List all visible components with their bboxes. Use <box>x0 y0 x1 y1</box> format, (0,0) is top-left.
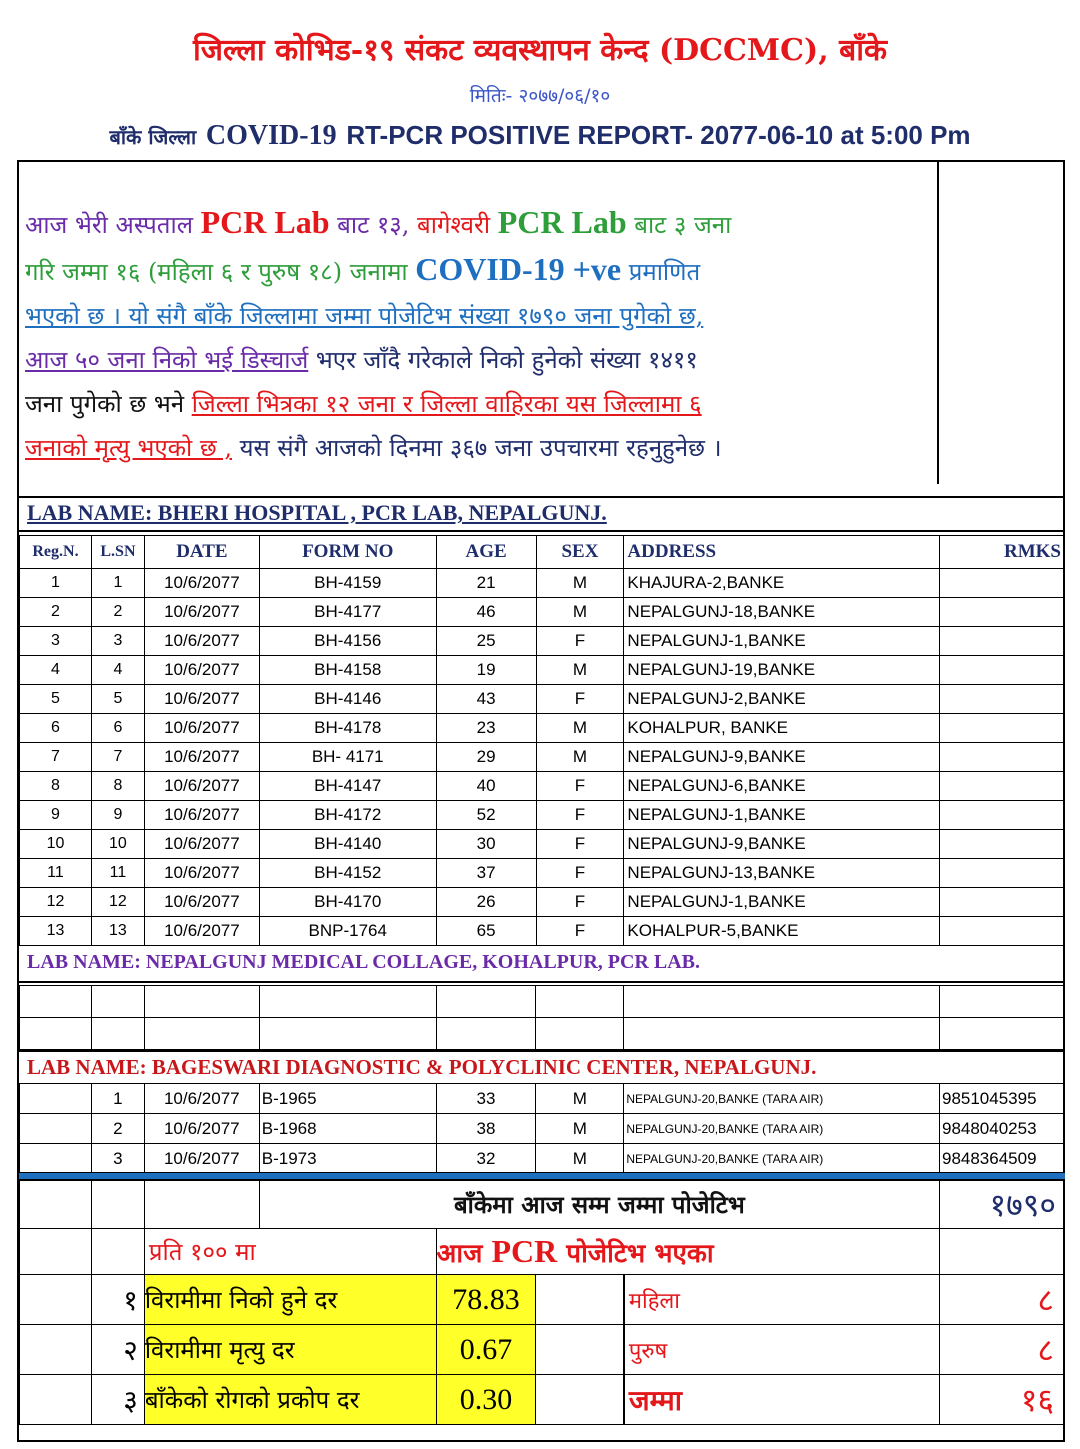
summary-part: PCR Lab <box>497 204 627 240</box>
summary-part: PCR Lab <box>200 204 330 240</box>
table-cell: 10/6/2077 <box>144 830 259 859</box>
table-cell: NEPALGUNJ-20,BANKE (TARA AIR) <box>624 1084 940 1114</box>
rate-label: विरामीमा निको हुने दर <box>144 1275 436 1325</box>
table-cell: 38 <box>436 1114 536 1144</box>
table-cell: 10/6/2077 <box>144 598 259 627</box>
table-cell: 30 <box>436 830 536 859</box>
summary-part: गरि जम्मा १६ (महिला ६ र पुरुष १८) जनामा <box>25 258 408 286</box>
rate-index: ३ <box>91 1375 144 1425</box>
table-cell: B-1965 <box>259 1084 436 1114</box>
table-cell: 7 <box>20 743 92 772</box>
table-cell: 3 <box>20 627 92 656</box>
table-cell: 10 <box>20 830 92 859</box>
today-pcr-label <box>436 1229 939 1275</box>
lab3-name: LAB NAME: BAGESWARI DIAGNOSTIC & POLYCLINIC CENTER, NEPALGUNJ. <box>27 1055 817 1079</box>
table-cell: 10/6/2077 <box>144 801 259 830</box>
table-cell: 9 <box>91 801 144 830</box>
table-cell: NEPALGUNJ-1,BANKE <box>624 627 940 656</box>
summary-part: आज ५० जना निको भई डिस्चार्ज <box>25 346 309 374</box>
summary-part: बाट ३ जना <box>634 211 732 239</box>
table-cell: 13 <box>20 917 92 946</box>
table-cell: 9851045395 <box>939 1084 1064 1114</box>
table-cell: 5 <box>91 685 144 714</box>
table-cell: NEPALGUNJ-2,BANKE <box>624 685 940 714</box>
table-cell: 10/6/2077 <box>144 1114 259 1144</box>
table-cell: 37 <box>436 859 536 888</box>
table-cell: 8 <box>91 772 144 801</box>
table-cell: 8 <box>20 772 92 801</box>
stats-total-row <box>20 1181 1065 1229</box>
summary-part: यस संगै आजको दिनमा ३६७ जना उपचारमा रहनुहुनेछ । <box>239 434 722 462</box>
column-header: AGE <box>436 536 536 569</box>
table-cell: 10/6/2077 <box>144 917 259 946</box>
table-cell: 1 <box>91 1084 144 1114</box>
table-cell: NEPALGUNJ-1,BANKE <box>624 801 940 830</box>
table-row <box>20 569 1065 598</box>
table-row <box>20 859 1065 888</box>
table-row <box>20 1144 1065 1174</box>
table-cell: 43 <box>436 685 536 714</box>
gender-value: १६ <box>940 1375 1065 1425</box>
stats-rate-row <box>20 1375 1065 1425</box>
table-cell: 11 <box>91 859 144 888</box>
table-row <box>20 598 1065 627</box>
table-cell: BH-4140 <box>259 830 436 859</box>
table-cell: 4 <box>20 656 92 685</box>
table-row <box>20 685 1065 714</box>
rate-label: बाँकेको रोगको प्रकोप दर <box>144 1375 436 1425</box>
summary-part: जनाको मृत्यु भएको छ , <box>25 434 232 462</box>
rate-index: २ <box>91 1325 144 1375</box>
table-cell: 10/6/2077 <box>144 1144 259 1174</box>
gender-value: ८ <box>940 1325 1065 1375</box>
table-cell: 10/6/2077 <box>144 859 259 888</box>
table-cell: 12 <box>91 888 144 917</box>
gender-value: ८ <box>940 1275 1065 1325</box>
summary-part: भएर जाँदै गरेकाले निको हुनेको संख्या १४११ <box>315 346 698 374</box>
column-header: RMKS <box>940 536 1065 569</box>
summary-part: प्रमाणित <box>628 258 701 286</box>
table-cell: 2 <box>91 598 144 627</box>
table-cell: F <box>536 801 624 830</box>
table-cell: F <box>536 859 624 888</box>
table-cell: 13 <box>91 917 144 946</box>
today-label-b: PCR <box>491 1233 558 1269</box>
table-cell: M <box>536 714 624 743</box>
report-date: मितिः- २०७७/०६/१० <box>469 85 611 107</box>
table-cell: 1 <box>20 569 92 598</box>
table-cell: 9 <box>20 801 92 830</box>
table-cell: M <box>536 598 624 627</box>
table-row <box>20 627 1065 656</box>
table-cell: NEPALGUNJ-1,BANKE <box>624 888 940 917</box>
table-row <box>20 917 1065 946</box>
table-cell: BH-4170 <box>259 888 436 917</box>
table-cell: 10/6/2077 <box>144 743 259 772</box>
table-cell: M <box>536 743 624 772</box>
table-cell: 6 <box>20 714 92 743</box>
table-cell: KOHALPUR, BANKE <box>624 714 940 743</box>
lab2-title-bar <box>19 943 1065 983</box>
table-cell: 10/6/2077 <box>144 888 259 917</box>
table-cell: 32 <box>436 1144 536 1174</box>
summary-part: बागेश्वरी <box>417 211 491 239</box>
report-prefix: बाँके जिल्ला <box>109 125 197 149</box>
table-cell: M <box>536 569 624 598</box>
table-cell: F <box>536 627 624 656</box>
table-cell: 10/6/2077 <box>144 714 259 743</box>
lab2-table <box>19 985 1065 1050</box>
table-cell: NEPALGUNJ-19,BANKE <box>624 656 940 685</box>
table-cell: M <box>536 1084 624 1114</box>
table-row <box>20 656 1065 685</box>
table-cell: BH-4146 <box>259 685 436 714</box>
column-header: L.SN <box>91 536 144 569</box>
table-cell: BH-4177 <box>259 598 436 627</box>
table-cell: 7 <box>91 743 144 772</box>
column-header: Reg.N. <box>20 536 92 569</box>
table-row <box>20 743 1065 772</box>
table-cell: 9848364509 <box>939 1144 1064 1174</box>
summary-part: जना पुगेको छ भने <box>25 390 185 418</box>
table-cell: F <box>536 685 624 714</box>
table-cell <box>20 1325 92 1375</box>
total-positive-value: १७९० <box>940 1181 1065 1229</box>
table-cell: 29 <box>436 743 536 772</box>
table-cell: 10/6/2077 <box>144 772 259 801</box>
table-cell: 23 <box>436 714 536 743</box>
table-cell <box>536 1275 624 1325</box>
lab3-title-bar <box>19 1050 1065 1084</box>
table-cell: 21 <box>436 569 536 598</box>
rate-value: 0.30 <box>436 1375 536 1425</box>
table-cell <box>940 743 1065 772</box>
table-cell: NEPALGUNJ-20,BANKE (TARA AIR) <box>624 1114 940 1144</box>
lab1-title-bar <box>19 496 1065 532</box>
table-cell: 11 <box>20 859 92 888</box>
table-cell: 2 <box>91 1114 144 1144</box>
table-cell: F <box>536 772 624 801</box>
table-cell <box>940 685 1065 714</box>
summary-part: आज भेरी अस्पताल <box>25 211 193 239</box>
total-positive-label: बाँकेमा आज सम्म जम्मा पोजेटिभ <box>259 1181 939 1229</box>
table-cell <box>940 830 1065 859</box>
rate-index: १ <box>91 1275 144 1325</box>
table-cell: BH-4156 <box>259 627 436 656</box>
table-cell: NEPALGUNJ-13,BANKE <box>624 859 940 888</box>
table-cell: B-1968 <box>259 1114 436 1144</box>
table-cell: 10 <box>91 830 144 859</box>
table-cell <box>536 1325 624 1375</box>
table-cell: NEPALGUNJ-20,BANKE (TARA AIR) <box>624 1144 940 1174</box>
table-row <box>20 1114 1065 1144</box>
table-cell: NEPALGUNJ-9,BANKE <box>624 830 940 859</box>
table-cell: 5 <box>20 685 92 714</box>
table-cell: BNP-1764 <box>259 917 436 946</box>
summary-part: जिल्ला भित्रका १२ जना र जिल्ला वाहिरका यस जिल्लामा ६ <box>191 390 702 418</box>
table-cell <box>940 859 1065 888</box>
table-cell: 6 <box>91 714 144 743</box>
table-cell: F <box>536 917 624 946</box>
table-cell: 33 <box>436 1084 536 1114</box>
rate-label: विरामीमा मृत्यु दर <box>144 1325 436 1375</box>
table-cell: NEPALGUNJ-9,BANKE <box>624 743 940 772</box>
table-row <box>20 830 1065 859</box>
table-cell: 10/6/2077 <box>144 627 259 656</box>
table-row <box>20 772 1065 801</box>
lab1-table <box>19 535 1065 946</box>
table-cell: 2 <box>20 598 92 627</box>
table-cell: 10/6/2077 <box>144 656 259 685</box>
column-header: DATE <box>144 536 259 569</box>
gender-label: पुरुष <box>624 1325 940 1375</box>
table-cell: 3 <box>91 627 144 656</box>
table-cell: BH-4152 <box>259 859 436 888</box>
lab3-table <box>19 1083 1065 1174</box>
table-cell: B-1973 <box>259 1144 436 1174</box>
table-cell: 25 <box>436 627 536 656</box>
section-divider <box>19 1172 1065 1180</box>
table-cell <box>940 656 1065 685</box>
report-title: जिल्ला कोभिड-१९ संकट व्यवस्थापन केन्द (DCCMC), बाँके <box>192 33 888 68</box>
table-cell <box>940 917 1065 946</box>
table-cell: M <box>536 1144 624 1174</box>
table-cell <box>940 598 1065 627</box>
report-title-b: RT-PCR POSITIVE REPORT- 2077-06-10 at 5:00 Pm <box>346 120 971 150</box>
table-cell: 40 <box>436 772 536 801</box>
table-cell: F <box>536 830 624 859</box>
table-cell: BH-4159 <box>259 569 436 598</box>
stats-rate-row <box>20 1275 1065 1325</box>
per-100-label: प्रति १०० मा <box>144 1229 436 1275</box>
summary-part: भएको छ । यो संगै बाँके जिल्लामा जम्मा पोजेटिभ संख्या १७९० जना पुगेको छ, <box>25 302 704 330</box>
gender-label: जम्मा <box>624 1375 940 1425</box>
summary-text <box>25 200 925 470</box>
table-cell: BH- 4171 <box>259 743 436 772</box>
table-row <box>20 1084 1065 1114</box>
gender-label: महिला <box>624 1275 940 1325</box>
lab2-name: LAB NAME: NEPALGUNJ MEDICAL COLLAGE, KOHALPUR, PCR LAB. <box>27 951 700 973</box>
summary-part: बाट १३, <box>337 211 410 239</box>
table-cell <box>940 627 1065 656</box>
stats-subheader-row <box>20 1229 1065 1275</box>
table-cell <box>20 1144 92 1174</box>
stats-table <box>19 1180 1065 1425</box>
table-cell <box>940 801 1065 830</box>
table-cell <box>940 772 1065 801</box>
table-cell <box>20 1114 92 1144</box>
report-subtitle <box>0 118 1080 152</box>
table-cell <box>940 569 1065 598</box>
table-cell: 52 <box>436 801 536 830</box>
rate-value: 0.67 <box>436 1325 536 1375</box>
table-cell: 10/6/2077 <box>144 685 259 714</box>
table-row <box>20 714 1065 743</box>
table-cell: 65 <box>436 917 536 946</box>
table-cell: 10/6/2077 <box>144 1084 259 1114</box>
table-cell <box>20 1275 92 1325</box>
table-cell <box>20 1084 92 1114</box>
table-cell <box>940 714 1065 743</box>
summary-part: COVID-19 +ve <box>415 251 622 287</box>
table-row <box>20 801 1065 830</box>
stats-rate-row <box>20 1325 1065 1375</box>
table-cell: M <box>536 1114 624 1144</box>
table-cell: M <box>536 656 624 685</box>
table-row <box>20 888 1065 917</box>
table-row <box>20 1018 1065 1050</box>
column-header: FORM NO <box>259 536 436 569</box>
table-cell <box>940 888 1065 917</box>
lab1-name: LAB NAME: BHERI HOSPITAL , PCR LAB, NEPALGUNJ. <box>27 500 607 525</box>
table-cell: KOHALPUR-5,BANKE <box>624 917 940 946</box>
column-header: ADDRESS <box>624 536 940 569</box>
table-cell: BH-4158 <box>259 656 436 685</box>
table-cell: BH-4172 <box>259 801 436 830</box>
table-cell: 9848040253 <box>939 1114 1064 1144</box>
table-cell: BH-4178 <box>259 714 436 743</box>
table-cell: 26 <box>436 888 536 917</box>
table-cell: NEPALGUNJ-6,BANKE <box>624 772 940 801</box>
column-header: SEX <box>536 536 624 569</box>
table-cell: BH-4147 <box>259 772 436 801</box>
table-row <box>20 986 1065 1018</box>
today-label-c: पोजेटिभ भएका <box>566 1239 714 1269</box>
summary-box <box>19 162 939 484</box>
table-cell: 4 <box>91 656 144 685</box>
table-cell: NEPALGUNJ-18,BANKE <box>624 598 940 627</box>
table-cell <box>536 1375 624 1425</box>
table-cell: 12 <box>20 888 92 917</box>
table-cell: F <box>536 888 624 917</box>
table-cell: 10/6/2077 <box>144 569 259 598</box>
rate-value: 78.83 <box>436 1275 536 1325</box>
table-cell <box>20 1375 92 1425</box>
table-cell: KHAJURA-2,BANKE <box>624 569 940 598</box>
table-header-row <box>20 536 1065 569</box>
today-label-a: आज <box>436 1239 483 1269</box>
table-cell: 1 <box>91 569 144 598</box>
report-title-a: COVID-19 <box>205 120 337 151</box>
table-cell: 46 <box>436 598 536 627</box>
table-cell: 3 <box>91 1144 144 1174</box>
table-cell: 19 <box>436 656 536 685</box>
